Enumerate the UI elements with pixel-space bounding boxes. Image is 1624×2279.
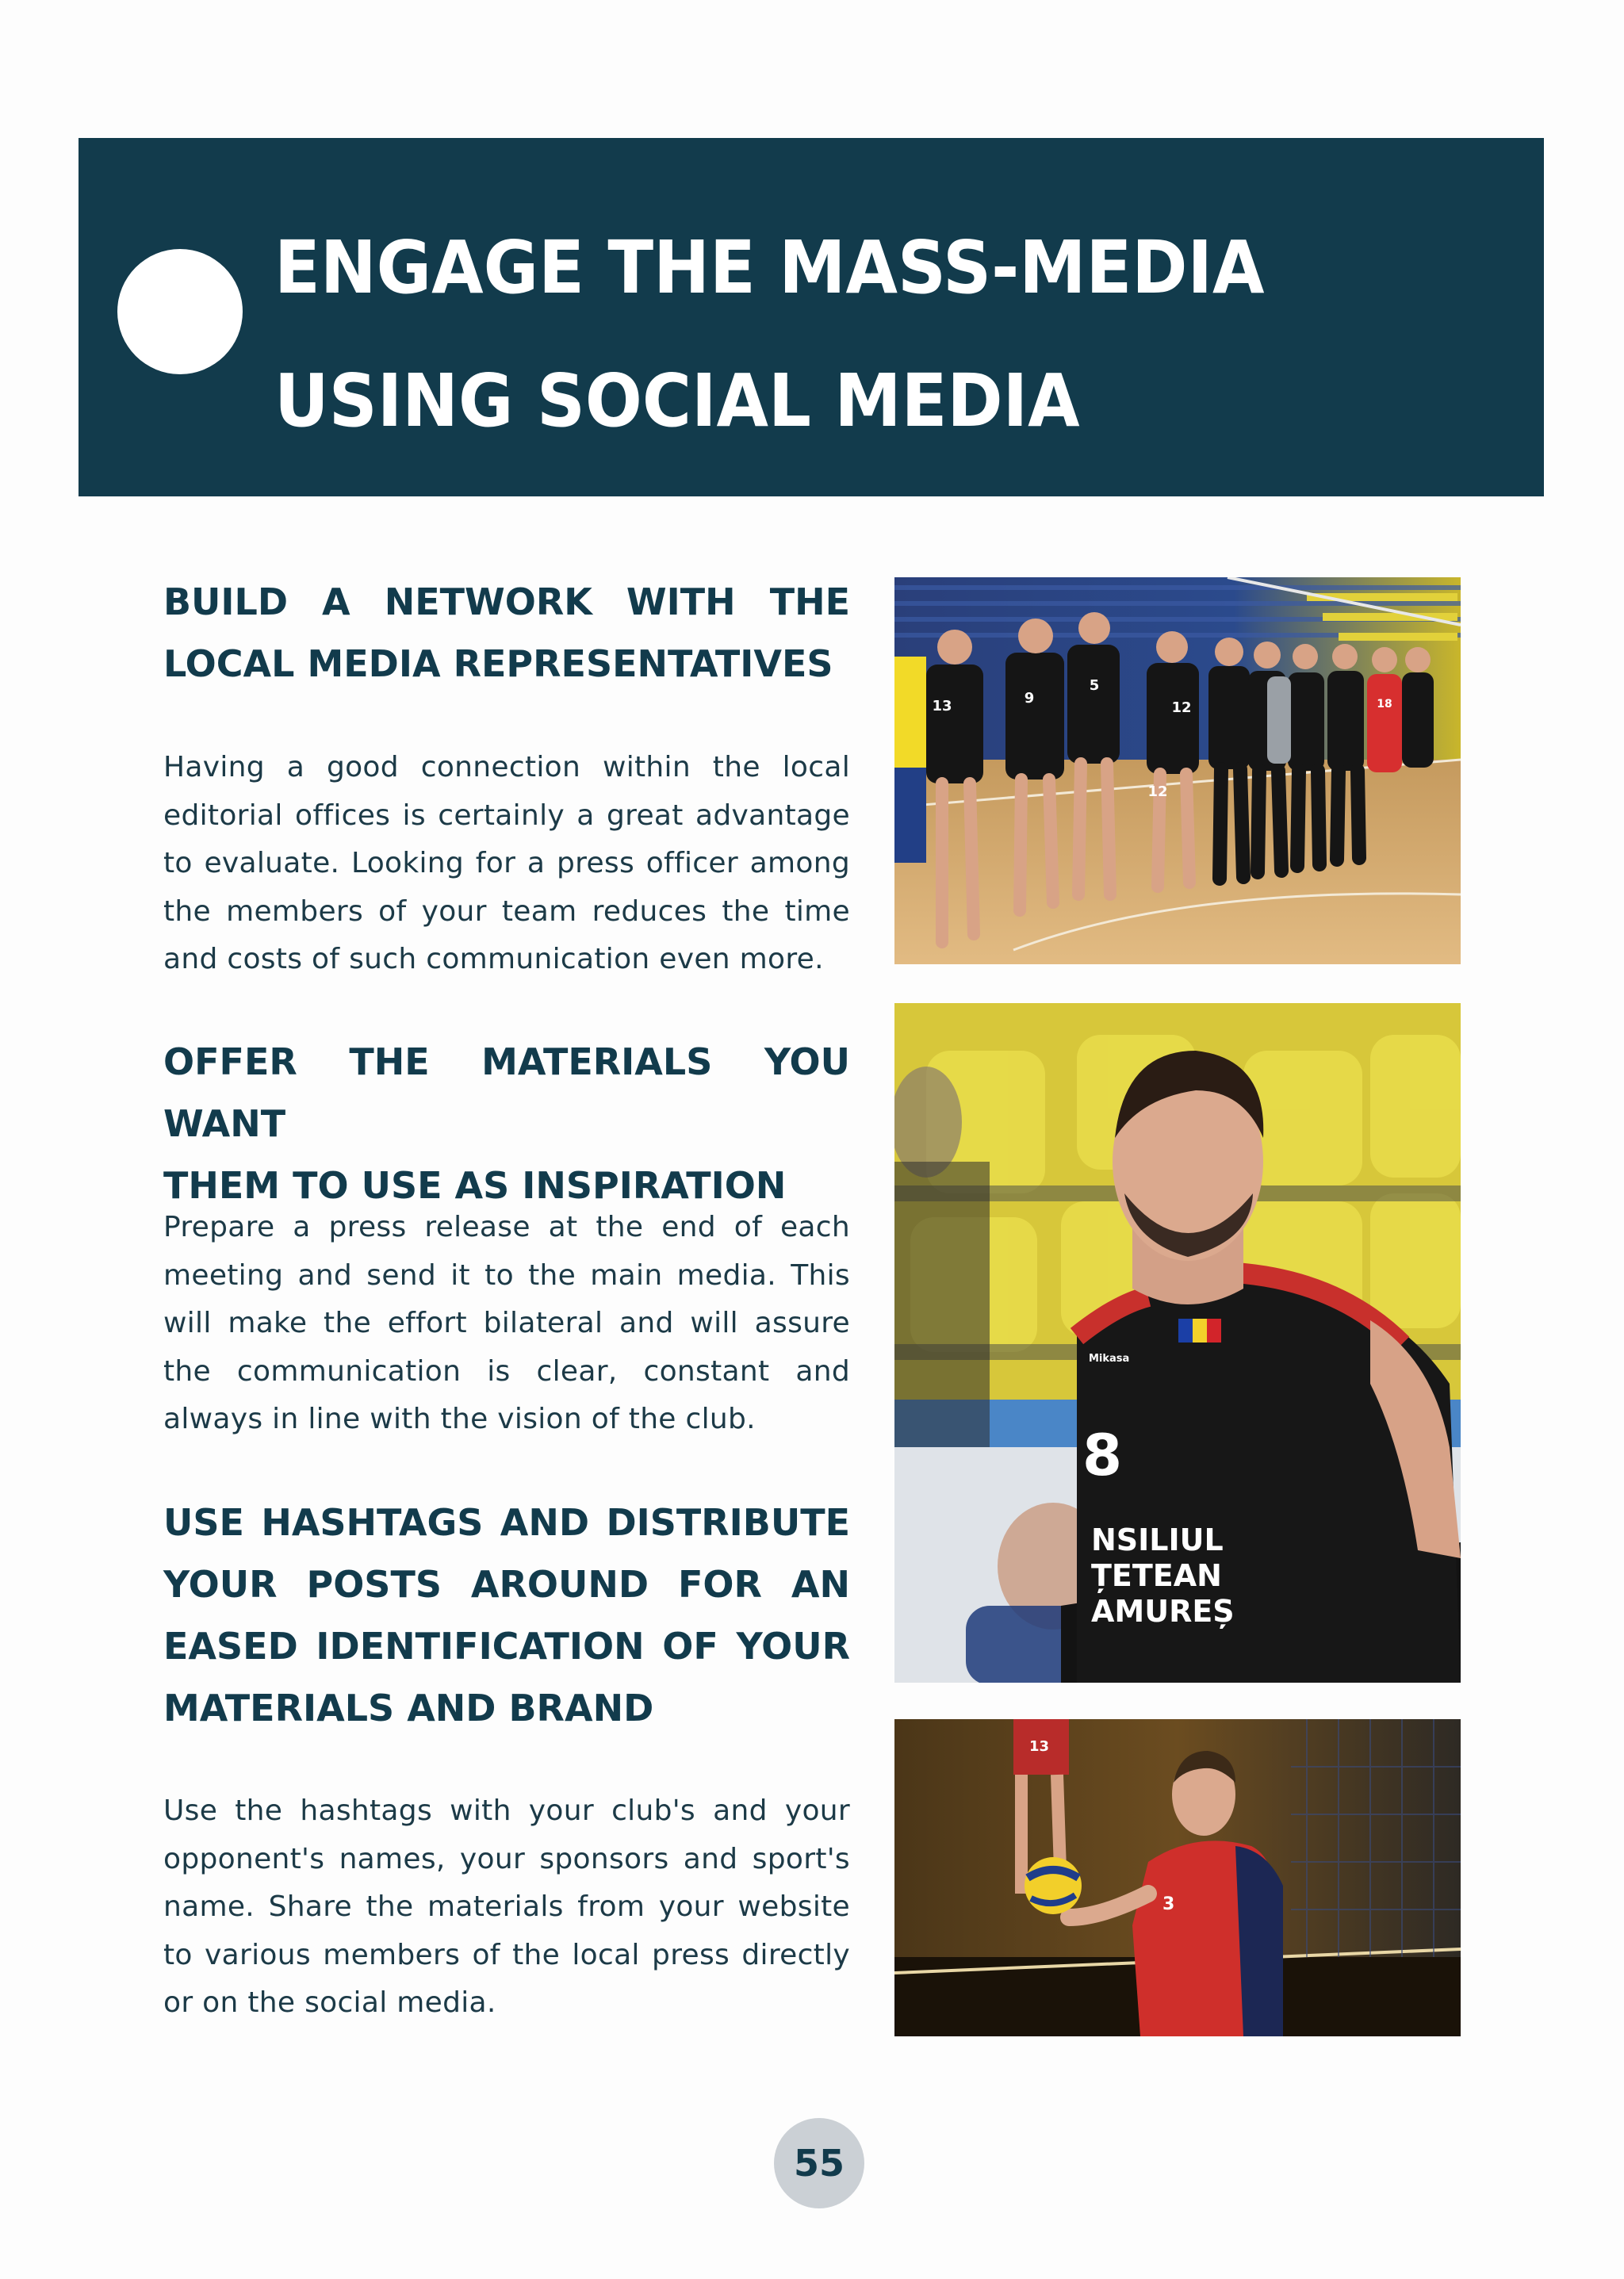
section-materials (163, 1031, 850, 1216)
team-lineup-photo (894, 577, 1461, 964)
jersey-number: 3 (1162, 1894, 1175, 1914)
section-heading-line: BUILD A NETWORK WITH THE (163, 580, 850, 623)
header-circle-decoration (117, 249, 243, 374)
section-heading (163, 1031, 850, 1216)
section-heading-line: MATERIALS AND BRAND (163, 1687, 654, 1729)
jersey-number: 12 (1147, 783, 1168, 800)
page-title (274, 201, 1412, 468)
section-heading-line: LOCAL MEDIA REPRESENTATIVES (163, 642, 833, 685)
section-heading-line: YOUR POSTS AROUND FOR AN (163, 1563, 850, 1606)
section-heading-line: EASED IDENTIFICATION OF YOUR (163, 1625, 850, 1668)
jersey-number: 8 (1082, 1422, 1123, 1488)
section-heading-line: USE HASHTAGS AND DISTRIBUTE (163, 1501, 850, 1544)
jersey-number: 12 (1171, 699, 1192, 716)
jersey-number: 5 (1089, 677, 1100, 694)
page-number: 55 (793, 2142, 845, 2185)
section-hashtags (163, 1492, 850, 1739)
player-portrait-photo (894, 1003, 1461, 1683)
jersey-number: 9 (1024, 690, 1035, 707)
jersey-text: NSILIUL (1091, 1523, 1224, 1557)
page-number-badge (774, 2118, 864, 2208)
section-heading-line: THEM TO USE AS INSPIRATION (163, 1164, 787, 1207)
section-network-body (163, 744, 850, 984)
page-title-line-1: ENGAGE THE MASS-MEDIA (274, 225, 1265, 310)
section-network (163, 571, 850, 695)
background-jersey-number: 13 (1029, 1738, 1050, 1755)
section-materials-body (163, 1204, 850, 1444)
jersey-text: AMUREȘ (1091, 1594, 1235, 1629)
jersey-text: ȚETEAN (1091, 1558, 1222, 1593)
section-heading (163, 1492, 850, 1739)
section-body: Having a good connection within the local editorial offices is certainly a great advantage to evaluate. Looking for a press officer among the members of your team reduces the time and costs of such communication even more. (163, 751, 850, 975)
section-body: Use the hashtags with your club's and your opponent's names, your sponsors and sport's name. Share the materials from your website to various members of the local press directly or on the social media. (163, 1794, 850, 2019)
page-title-line-2: USING SOCIAL MEDIA (274, 358, 1080, 443)
section-heading (163, 571, 850, 695)
jersey-number: 13 (932, 698, 952, 714)
section-hashtags-body (163, 1787, 850, 2028)
player-serving-photo (894, 1719, 1461, 2036)
jersey-brand: Mikasa (1089, 1353, 1130, 1365)
section-body: Prepare a press release at the end of each meeting and send it to the main media. This will make the effort bilateral and will assure the communication is clear, constant and always in line with the vision of the club. (163, 1211, 850, 1435)
section-heading-line: OFFER THE MATERIALS YOU WANT (163, 1040, 850, 1145)
jersey-number: 18 (1377, 698, 1392, 711)
